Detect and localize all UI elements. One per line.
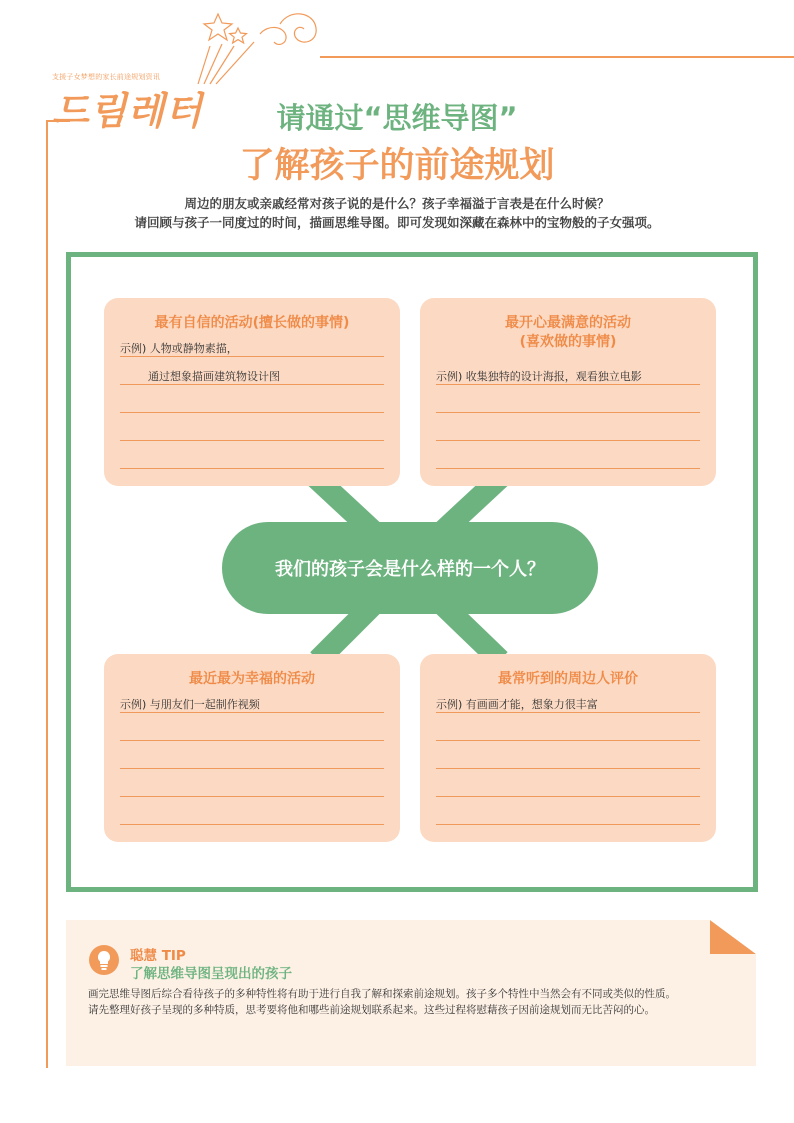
tip-body-line1: 画完思维导图后综合看待孩子的多种特性将有助于进行自我了解和探索前途规划。孩子多个特性中当然会有不同或类似的性质。 xyxy=(88,988,676,1000)
writing-line xyxy=(436,740,700,741)
writing-line xyxy=(120,796,384,797)
box-example-line: 示例) 人物或静物素描， xyxy=(120,342,238,355)
writing-line xyxy=(436,412,700,413)
writing-line xyxy=(436,768,700,769)
lightbulb-icon xyxy=(88,944,120,976)
writing-line xyxy=(120,384,384,385)
corner-fold-icon xyxy=(710,920,756,954)
mind-map-box-confident xyxy=(104,298,400,486)
tip-box xyxy=(66,920,756,1066)
mind-map-box-enjoyable xyxy=(420,298,716,486)
intro-text-line1: 周边的朋友或亲戚经常对孩子说的是什么？孩子幸福溢于言表是在什么时候？ xyxy=(184,196,610,211)
box-example-line: 示例) 收集独特的设计海报，观看独立电影 xyxy=(436,370,642,383)
box-title: 最近最为幸福的活动 xyxy=(189,671,315,687)
writing-line xyxy=(120,740,384,741)
writing-line xyxy=(120,468,384,469)
writing-line xyxy=(120,824,384,825)
writing-line xyxy=(436,440,700,441)
box-title: 最开心最满意的活动 xyxy=(505,315,631,331)
tip-body-line2: 请先整理好孩子呈现的多种特质，思考要将他和哪些前途规划联系起来。这些过程将慰藉孩子因前途规划而无比苦闷的心。 xyxy=(88,1004,655,1016)
mind-map-center: 我们的孩子会是什么样的一个人？ xyxy=(222,522,598,614)
tagline: 支援子女梦想的家长前途规划资讯 xyxy=(52,73,160,81)
writing-line xyxy=(120,712,384,713)
mind-map-box-feedback xyxy=(420,654,716,842)
tip-subtitle: 了解思维导图呈现出的孩子 xyxy=(130,966,292,982)
box-title: 最常听到的周边人评价 xyxy=(498,671,638,687)
box-example-line: 通过想象描画建筑物设计图 xyxy=(148,370,280,383)
page-title-line1: 请通过“思维导图” xyxy=(276,101,518,135)
writing-line xyxy=(120,412,384,413)
mind-map-box-happiest xyxy=(104,654,400,842)
box-example-line: 示例) 与朋友们一起制作视频 xyxy=(120,698,260,711)
writing-line xyxy=(120,356,384,357)
box-example-line: 示例) 有画画才能，想象力很丰富 xyxy=(436,698,598,711)
intro-text-line2: 请回顾与孩子一同度过的时间，描画思维导图。即可发现如深藏在森林中的宝物般的子女强项。 xyxy=(134,215,660,230)
writing-line xyxy=(436,712,700,713)
brand-logo: 드림레터 xyxy=(52,89,203,133)
box-title: 最有自信的活动(擅长做的事情) xyxy=(154,315,350,331)
page-title-line2: 了解孩子的前途规划 xyxy=(239,146,555,186)
writing-line xyxy=(436,384,700,385)
writing-line xyxy=(436,468,700,469)
tip-label: 聪慧 TIP xyxy=(130,948,186,964)
writing-line xyxy=(120,768,384,769)
writing-line xyxy=(436,796,700,797)
writing-line xyxy=(120,440,384,441)
box-title-line2: (喜欢做的事情) xyxy=(519,334,617,350)
writing-line xyxy=(436,824,700,825)
